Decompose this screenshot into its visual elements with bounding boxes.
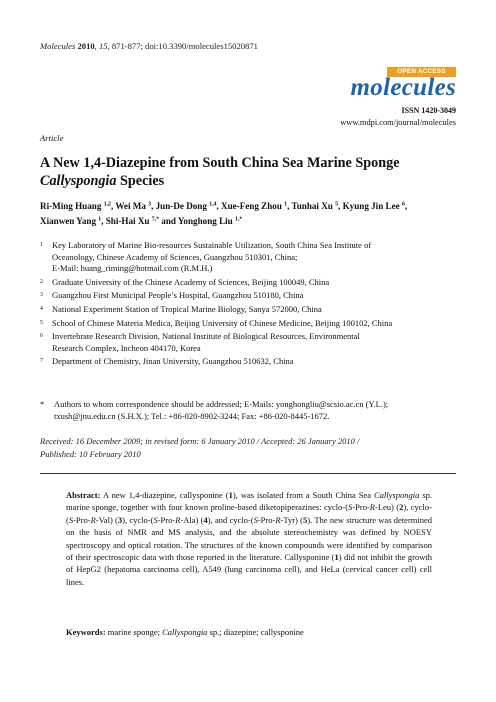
abstract-text: ), cyclo-( [122,514,154,525]
correspondence-mark: * [40,399,45,409]
affiliation-line: Invertebrate Research Division, National Institute of Biological Resources, Environmental [52,331,360,342]
affiliation-item [40,304,460,316]
keyword-text: sp.; diazepine; callysponine [207,627,304,637]
author-name: Xianwen Yang [40,215,97,226]
citation-volume: 15 [98,41,108,51]
affiliation-item [40,356,460,368]
author-affiliation-marker: 6 [401,201,405,208]
compound-number: 3 [117,514,123,525]
abstract-text: -Leu) ( [375,502,400,513]
affiliation-number: 7 [40,358,43,365]
affiliation-line: E-Mail: huang_riming@hotmail.com (R.M.H.) [52,263,213,274]
author-name: Wei Ma [115,201,146,211]
abstract [66,489,432,588]
compound-number: 2 [399,502,404,513]
compound-number: 1 [334,552,339,563]
title-species: Species [116,173,165,189]
correspondence-note [40,398,460,422]
affiliation-item [40,331,460,354]
affiliation-line: Graduate University of the Chinese Academy of Sciences, Beijing 100049, China [52,276,330,287]
stereo-label: S [253,514,258,525]
affiliation-line: Key Laboratory of Marine Bio-resources Sustainable Utilization, South China Sea Institute of [52,240,372,250]
abstract-text: -Pro- [257,514,276,525]
keywords [66,626,432,638]
affiliation-text [52,240,460,275]
affiliation-text [52,277,460,289]
correspondence-line-1: Authors to whom correspondence should be addressed; E-Mails: yonghongliu@scsio.ac.cn (Y.L.); [54,399,389,409]
author-separator: , [101,215,106,226]
keywords-label: Keywords: [66,627,106,637]
abstract-text: -Ala) ( [180,514,204,525]
affiliation-line: National Experiment Station of Tropical Marine Biology, Sanya 572000, China [52,303,322,314]
affiliation-number: 4 [40,305,43,312]
affiliation-line: Oceanology, Chinese Academy of Sciences, Guangzhou 510301, China; [52,251,298,262]
journal-url[interactable]: www.mdpi.com/journal/molecules [340,118,456,127]
affiliation-line: Guangzhou First Municipal People’s Hospital, Guangzhou 510180, China [52,290,304,301]
abstract-text: -Pro- [352,502,370,513]
author-entry [343,201,408,211]
affiliation-text [52,290,460,302]
author-separator: and [159,215,178,226]
affiliation-text [52,356,460,368]
author-name: Shi-Hai Xu [105,215,150,226]
compound-number: 4 [203,514,208,525]
author-separator: , [151,201,156,211]
affiliation-item [40,318,460,330]
abstract-text: ) did not inhibit the growth of HepG2 (hepatoma carcinoma cell), A549 (lung carcinoma cell), and HeLa (cervical cancer cell) cell lines. [66,552,432,587]
stereo-label: S [68,514,74,525]
keyword-text: marine sponge; [105,627,163,637]
affiliation-number: 3 [40,292,43,299]
compound-number: 1 [228,490,233,500]
stereo-label: R [369,502,375,513]
abstract-text: A new 1,4-diazepine, callysponine ( [100,490,229,500]
author-separator: , [338,201,343,211]
affiliation-number: 1 [40,242,43,248]
affiliation-item [40,240,460,275]
abstract-text: -Tyr) ( [280,514,303,525]
title-line-1: A New 1,4-Diazepine from South China Sea Marine Sponge [40,155,400,171]
abstract-text: ), and cyclo-( [207,514,254,525]
affiliation-text [52,318,460,330]
affiliation-line: Department of Chemistry, Jinan University, Guangzhou 510632, China [52,356,294,367]
stereo-label: R [90,514,96,525]
affiliation-number: 5 [40,319,43,326]
author-entry [40,216,106,226]
compound-number: 5 [302,514,308,525]
author-name: Ri-Ming Huang [40,201,102,211]
open-access-badge: OPEN ACCESS [387,67,456,77]
author-entry [178,216,242,226]
stereo-label: R [175,514,181,525]
author-name: Tunhai Xu [291,201,333,211]
author-affiliation-marker: 1,* [235,216,243,223]
author-affiliation-marker: 1 [98,216,102,223]
citation-line [40,41,258,51]
author-name: Kyung Jin Lee [342,201,400,211]
dates-line-2: Published: 10 February 2010 [40,449,141,459]
author-entry [40,201,115,211]
citation-pages-doi: , 871-877; doi:10.3390/molecules15020871 [107,41,258,51]
stereo-label: S [348,502,353,513]
affiliation-text [52,331,460,354]
author-list [40,199,460,228]
author-entry [291,201,342,211]
affiliation-item [40,290,460,302]
author-affiliation-marker: 5 [335,201,339,208]
dates-line-1: Received: 16 December 2009; in revised form: 6 January 2010 / Accepted: 26 January 2010 / [40,436,360,446]
affiliation-line: School of Chinese Materia Medica, Beijing University of Chinese Medicine, Beijing 100102, China [52,317,393,328]
citation-journal: Molecules [40,41,76,51]
abstract-text: ), was isolated from a South China Sea [232,490,374,500]
author-affiliation-marker: 1,2 [103,201,111,208]
author-affiliation-marker: 7,* [151,216,159,223]
stereo-label: S [153,514,158,525]
stereo-label: R [275,514,281,525]
author-affiliation-marker: 1,4 [209,201,217,208]
abstract-text: ). The new structure was determined on the basis of NMR and MS analysis, and the absolute stereochemistry was defined by NOESY spectroscopy and optical rotation. The structures of the known compounds were identified by comparison of their spectroscopic data with those reported in the literature. Callysponine ( [66,514,433,563]
article-title [40,154,460,190]
author-entry [115,201,155,211]
author-affiliation-marker: 1 [284,201,288,208]
journal-logo: molecules [350,74,456,101]
abstract-genus: Callyspongia [374,490,420,500]
affiliation-text [52,304,460,316]
abstract-text: -Val) ( [95,514,118,525]
author-name: Jun-De Dong [155,201,207,211]
abstract-text: -Pro- [157,514,176,525]
author-affiliation-marker: 3 [148,201,152,208]
abstract-text: sp. marine sponge, together with four known proline-based diketopiperazines: cyclo-( [66,490,432,513]
abstract-text: ), cyclo-( [66,502,433,525]
title-genus: Callyspongia [40,173,117,189]
correspondence-line-2: txush@jnu.edu.cn (S.H.X.); Tel.: +86-020-8902-3244; Fax: +86-020-8445-1672. [54,411,330,421]
title-line-2 [40,172,460,190]
author-name: Xue-Feng Zhou [221,201,282,211]
author-separator: , [287,201,292,211]
affiliation-line: Research Complex, Incheon 404170, Korea [52,342,201,353]
citation-separator: , [94,41,99,51]
author-separator: , [216,201,221,211]
affiliation-item [40,277,460,289]
abstract-label: Abstract: [66,490,101,500]
author-entry [221,201,291,211]
author-entry [106,216,178,226]
author-separator: , [404,201,408,211]
citation-year: 2010 [77,41,95,51]
section-divider [40,473,456,474]
article-type: Article [40,133,64,143]
author-separator: , [110,201,116,211]
affiliation-number: 6 [40,333,43,340]
keyword-genus: Callyspongia [162,627,208,637]
abstract-text: -Pro- [73,514,91,525]
correspondence-text [54,398,388,422]
affiliation-number: 2 [40,278,43,285]
issn: ISSN 1420-3049 [401,106,456,115]
author-name: Yonghong Liu [177,215,233,226]
publication-dates [40,435,460,461]
author-entry [156,201,221,211]
affiliation-list [40,240,460,370]
